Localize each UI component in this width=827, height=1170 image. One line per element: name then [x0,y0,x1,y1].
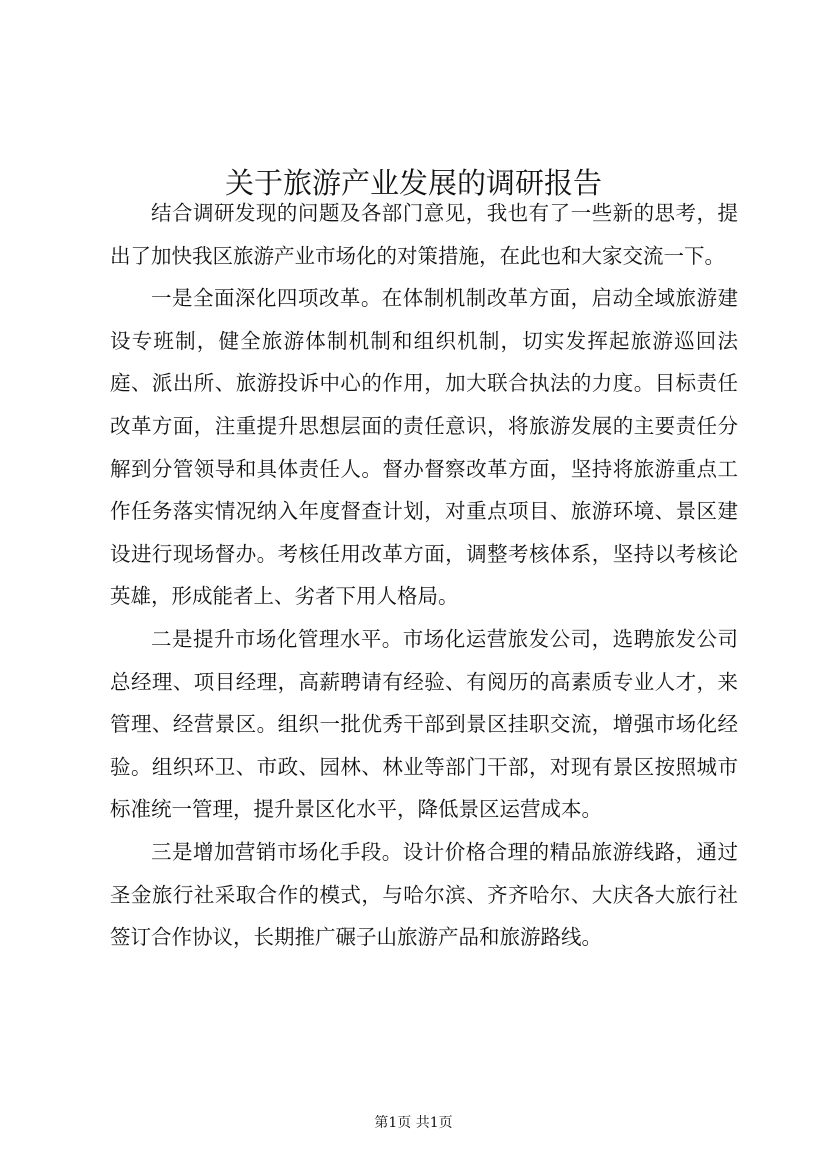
paragraph-intro: 结合调研发现的问题及各部门意见，我也有了一些新的思考，提出了加快我区旅游产业市场化的对策措施，在此也和大家交流一下。 [110,201,738,268]
paragraph-marketing: 三是增加营销市场化手段。设计价格合理的精品旅游线路，通过圣金旅行社采取合作的模式，与哈尔滨、齐齐哈尔、大庆各大旅行社签订合作协议，长期推广碾子山旅游产品和旅游路线。 [110,839,738,950]
document-body [110,192,738,959]
document-title: 关于旅游产业发展的调研报告 [224,166,602,201]
paragraph-reform: 一是全面深化四项改革。在体制机制改革方面，启动全域旅游建设专班制，健全旅游体制机制和组织机制，切实发挥起旅游巡回法庭、派出所、旅游投诉中心的作用，加大联合执法的力度。目标责任改革方面，注重提升思想层面的责任意识，将旅游发展的主要责任分解到分管领导和具体责任人。督办督察改革方面，坚持将旅游重点工作任务落实情况纳入年度督查计划，对重点项目、旅游环境、景区建设进行现场督办。考核任用改革方面，调整考核体系，坚持以考核论英雄，形成能者上、劣者下用人格局。 [110,286,738,609]
page-footer: 第1页 共1页 [374,1115,453,1131]
paragraph-market-management: 二是提升市场化管理水平。市场化运营旅发公司，选聘旅发公司总经理、项目经理，高薪聘请有经验、有阅历的高素质专业人才，来管理、经营景区。组织一批优秀干部到景区挂职交流，增强市场化经验。组织环卫、市政、园林、林业等部门干部，对现有景区按照城市标准统一管理，提升景区化水平，降低景区运营成本。 [110,626,738,822]
